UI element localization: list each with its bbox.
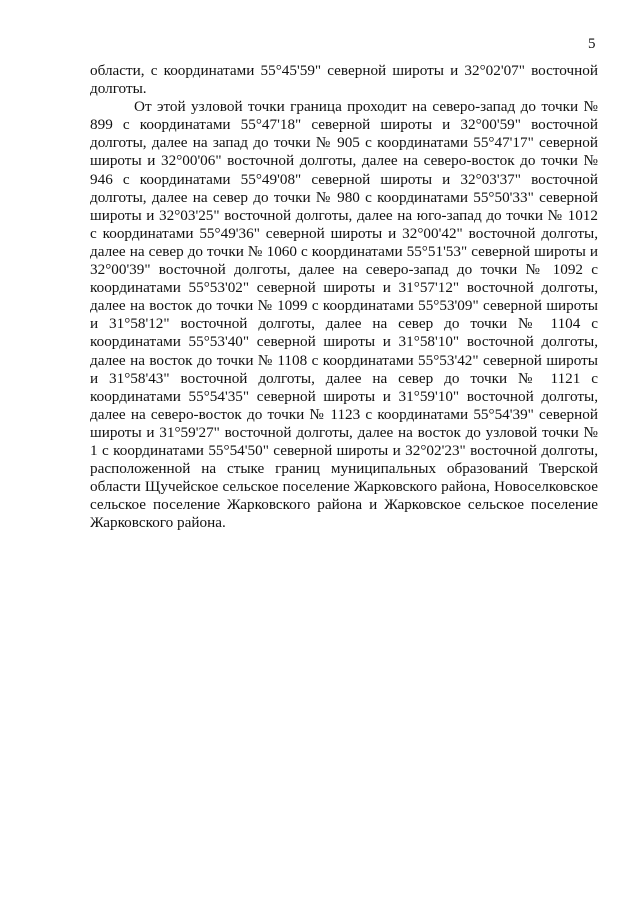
paragraph-continuation: области, с координатами 55°45'59" северной широты и 32°02'07" восточной долготы. — [90, 62, 598, 98]
document-body — [90, 62, 598, 532]
page-number: 5 — [588, 36, 596, 52]
paragraph-boundary-description: От этой узловой точки граница проходит на северо-запад до точки № 899 с координатами 55°47'18" северной широты и 32°00'59" восточной долготы, далее на запад до точки № 905 с координатами 55°47'17" северной широты и 32°00'06" восточной долготы, далее на северо-восток до точки № 946 с координатами 55°49'08" северной широты и 32°03'37" восточной долготы, далее на север до точки № 980 с координатами 55°50'33" северной широты и 32°03'25" восточной долготы, далее на юго-запад до точки № 1012 с координатами 55°49'36" северной широты и 32°00'42" восточной долготы, далее на север до точки № 1060 с координатами 55°51'53" северной широты и 32°00'39" восточной долготы, далее на северо-запад до точки № 1092 с координатами 55°53'02" северной широты и 31°57'12" восточной долготы, далее на восток до точки № 1099 с координатами 55°53'09" северной широты и 31°58'12" восточной долготы, далее на север до точки № 1104 с координатами 55°53'40" северной широты и 31°58'10" восточной долготы, далее на восток до точки № 1108 с координатами 55°53'42" северной широты и 31°58'43" восточной долготы, далее на север до точки № 1121 с координатами 55°54'35" северной широты и 31°59'10" восточной долготы, далее на северо-восток до точки № 1123 с координатами 55°54'39" северной широты и 31°59'27" восточной долготы, далее на восток до узловой точки № 1 с координатами 55°54'50" северной широты и 32°02'23" восточной долготы, расположенной на стыке границ муниципальных образований Тверской области Щучейское сельское поселение Жарковского района, Новоселковское сельское поселение Жарковского района и Жарковское сельское поселение Жарковского района. — [90, 98, 598, 532]
